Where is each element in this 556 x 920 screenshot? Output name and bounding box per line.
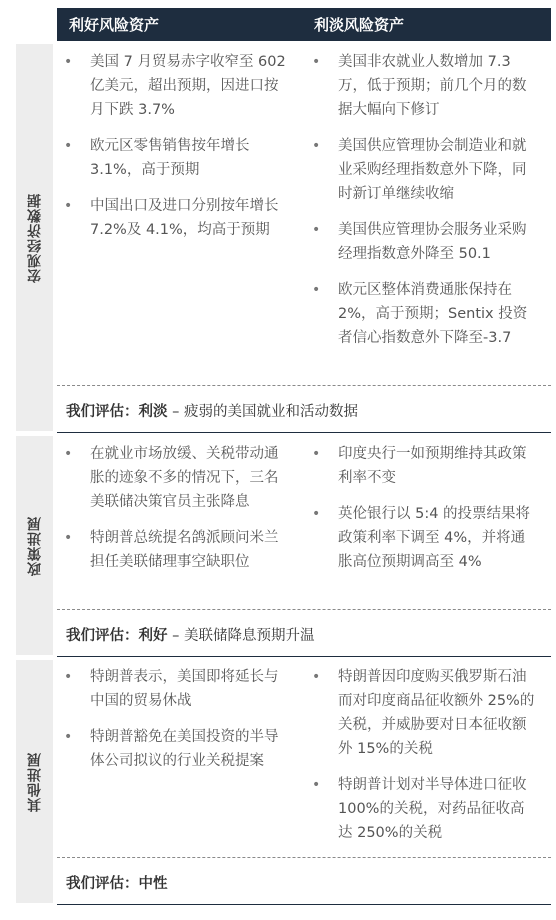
table-header — [57, 8, 551, 41]
policy-positive-list — [62, 442, 290, 586]
divider — [57, 857, 551, 858]
list-item: • 欧元区零售销售按年增长 3.1%，高于预期 — [64, 138, 250, 178]
macro-negative-list — [310, 50, 538, 362]
list-item: • 特朗普豁免在美国投资的半导体公司拟议的行业关税提案 — [64, 729, 279, 769]
list-item: • 英伦银行以 5:4 的投票结果将政策利率下调至 4%，并将通胀高位预期调高至 4% — [312, 506, 531, 570]
section-label-other: 其他进展 — [16, 660, 53, 903]
header-negative: 利淡风险资产 — [314, 16, 405, 34]
policy-negative-list — [310, 442, 538, 586]
list-item: • 美国供应管理协会制造业和就业采购经理指数意外下降，同时新订单继续收缩 — [312, 138, 527, 202]
list-item: • 美国供应管理协会服务业采购经理指数意外降至 50.1 — [312, 222, 527, 262]
list-item: • 特朗普表示，美国即将延长与中国的贸易休战 — [64, 669, 279, 709]
section-border — [57, 904, 551, 905]
divider — [57, 609, 551, 610]
list-item: • 美国非农就业人数增加 7.3 万，低于预期；前几个月的数据大幅向下修订 — [312, 54, 527, 118]
divider — [57, 385, 551, 386]
list-item: • 印度央行一如预期维持其政策利率不变 — [312, 446, 527, 486]
list-item: • 中国出口及进口分别按年增长 7.2%及 4.1%，均高于预期 — [64, 198, 279, 238]
assessment-macro: 我们评估：利淡 – 疲弱的美国就业和活动数据 — [66, 404, 358, 420]
section-label-macro: 宏观经济数据 — [16, 44, 53, 431]
section-border — [57, 432, 551, 433]
list-item: • 特朗普总统提名鸽派顾问米兰担任美联储理事空缺职位 — [64, 530, 279, 570]
list-item: • 欧元区整体消费通胀保持在 2%，高于预期；Sentix 投资者信心指数意外下降至-3.7 — [312, 282, 528, 346]
list-item: • 美国 7 月贸易赤字收窄至 602 亿美元，超出预期，因进口按月下跌 3.7% — [64, 54, 286, 118]
other-positive-list — [62, 665, 290, 785]
assessment-policy: 我们评估：利好 – 美联储降息预期升温 — [66, 628, 315, 644]
section-border — [57, 656, 551, 657]
list-item: • 特朗普计划对半导体进口征收 100%的关税，对药品征收高达 250%的关税 — [312, 777, 527, 841]
other-negative-list — [310, 665, 538, 857]
macro-positive-list — [62, 50, 290, 254]
header-positive: 利好风险资产 — [69, 16, 160, 34]
assessment-other: 我们评估：中性 — [66, 876, 168, 892]
list-item: • 在就业市场放缓、关税带动通胀的迹象不多的情况下，三名美联储决策官员主张降息 — [64, 446, 279, 510]
section-label-policy: 政策进展 — [16, 436, 53, 655]
list-item: • 特朗普因印度购买俄罗斯石油而对印度商品征收额外 25%的关税，并威胁要对日本征收额外 15%的关税 — [312, 669, 535, 757]
